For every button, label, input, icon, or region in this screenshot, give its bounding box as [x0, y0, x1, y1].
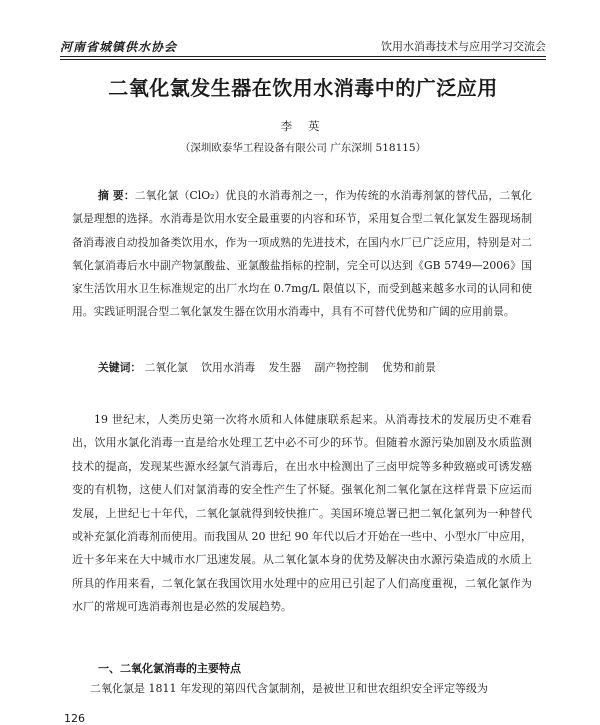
header-organization: 河南省城镇供水协会	[60, 40, 178, 54]
abstract	[72, 184, 532, 324]
header-rule-thin	[60, 59, 546, 60]
keyword-item: 副产物控制	[314, 361, 369, 374]
section-first-line: 二氧化氯是 1811 年发现的第四代含氯制剂，是被世卫和世农组织安全评定等级为	[90, 682, 488, 695]
keywords	[98, 360, 538, 375]
abstract-label: 摘 要：	[98, 189, 135, 202]
abstract-text: 二氧化氯（ClO₂）优良的水消毒剂之一，作为传统的水消毒剂氯的替代品，二氧化氯是理想的选择。水消毒是饮用水安全最重要的内容和环节，采用复合型二氧化氯发生器现场制备消毒液自动投加备类饮用水，作为一项成熟的先进技术，在国内水厂已广泛应用，特别是对二氧化氯消毒后水中副产物氯酸盐、亚氯酸盐指标的控制，完全可以达到《GB 5749—2006》国家生活饮用水卫生标准规定的出厂水均在 0.7mg/L 限值以下，而受到越来越多水司的认同和使用。实践证明混合型二氧化氯发生器在饮用水消毒中，具有不可替代优势和广阔的应用前景。	[72, 189, 532, 319]
keyword-item: 优势和前景	[381, 361, 436, 374]
header-rule-thick	[60, 56, 546, 57]
keyword-item: 饮用水消毒	[201, 361, 256, 374]
header-conference: 饮用水消毒技术与应用学习交流会	[381, 40, 546, 53]
keyword-item: 二氧化氯	[144, 361, 188, 374]
author-name: 李 英	[280, 119, 326, 133]
running-header	[60, 32, 546, 60]
keyword-item: 发生器	[268, 361, 302, 374]
keywords-label: 关键词：	[98, 361, 142, 374]
body-paragraph: 19 世纪末，人类历史第一次将水质和人体健康联系起来。从消毒技术的发展历史不难看出，饮用水氯化消毒一直是给水处理工艺中必不可少的环节。但随着水源污染加剧及水质监测技术的提高，发现某些源水经氯气消毒后，在出水中检测出了三卤甲烷等多种致癌或可诱发癌变的有机物，这使人们对氯消毒的安全性产生了怀疑。强氧化剂二氧化氯在这样背景下应运而发展，上世纪七十年代，二氧化氯就得到较快推广。美国环境总署已把二氧化氯列为一种替代或补充氯化消毒剂而使用。而我国从 20 世纪 90 年代以后才开始在一些中、小型水厂中应用，近十多年来在大中城市水厂迅速发展。从二氧化氯本身的优势及解决由水源污染造成的水质上所具的作用来看，二氧化氯在我国饮用水处理中的应用已引起了人们高度重视，二氧化氯作为水厂的常规可选消毒剂也是必然的发展趋势。	[72, 413, 532, 614]
section-heading: 一、二氧化氯消毒的主要特点	[98, 662, 241, 675]
paper-title: 二氧化氯发生器在饮用水消毒中的广泛应用	[108, 76, 498, 100]
page-number: 126	[64, 712, 85, 725]
body-text	[72, 408, 532, 619]
author-affiliation: （深圳欧泰华工程设备有限公司 广东深圳 518115）	[179, 142, 427, 154]
